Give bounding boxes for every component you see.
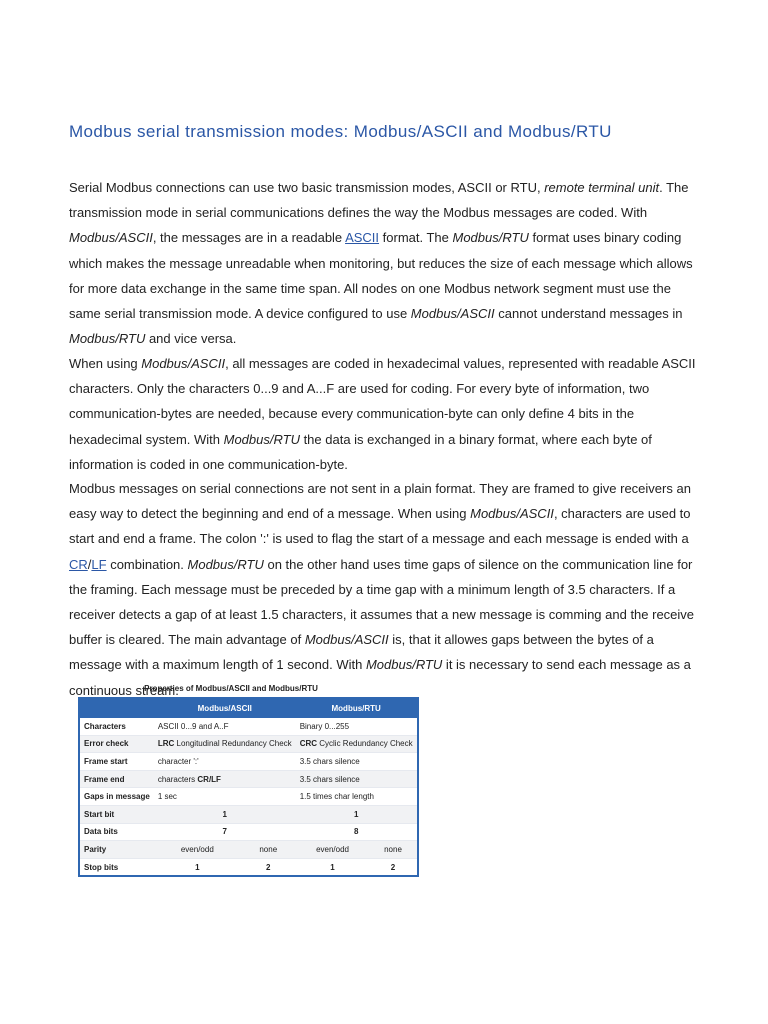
text: format uses binary coding which makes the message unreadable when monitoring, but reduces the size of each message which allows for more data exchange in the same time span. All nodes on one Modbus network segment must use the same serial transmission mode. A device configured to use (69, 230, 693, 322)
emphasis: Modbus/ASCII (410, 306, 495, 322)
table-row (79, 841, 418, 859)
paragraph-ascii-coding (69, 351, 701, 477)
cell-rtu: Binary 0...255 (296, 718, 418, 735)
page-title: Modbus serial transmission modes: Modbus/ASCII and Modbus/RTU (69, 122, 612, 141)
cell-rtu (296, 735, 418, 753)
cell-ascii (154, 735, 296, 753)
cell-bold: CR/LF (197, 774, 221, 784)
cell-rtu: 3.5 chars silence (296, 753, 418, 771)
emphasis: Modbus/ASCII (304, 632, 389, 648)
cell-bold: LRC (157, 739, 175, 749)
row-label: Gaps in message (79, 788, 154, 806)
cell-rtu-b: 2 (369, 858, 417, 876)
text: combination. (106, 556, 188, 572)
cell-rtu-a: 1 (296, 858, 370, 876)
paragraph-transmission-modes (69, 175, 701, 351)
row-label: Data bits (79, 823, 154, 841)
emphasis: Modbus/ASCII (69, 230, 153, 246)
table-caption: Properties of Modbus/ASCII and Modbus/RTU (144, 684, 318, 693)
cell-ascii-a: 1 (154, 858, 241, 876)
text: , characters are used to start and end a frame. The colon ':' is used to flag the start of a message and each message is ended with a (69, 506, 691, 547)
emphasis: Modbus/ASCII (470, 506, 554, 522)
text: it is necessary to send each message as a continuous stream. (69, 657, 691, 698)
row-label: Error check (79, 735, 154, 753)
emphasis: Modbus/RTU (365, 657, 443, 673)
text: , all messages are coded in hexadecimal values, represented with readable ASCII characters. Only the characters 0...9 and A...F are used for coding. For every byte of information, two communication-bytes are needed, because every communication-byte can only define 4 bits in the hexadecimal system. With (69, 356, 696, 447)
table-row (79, 788, 418, 806)
cell-ascii: 1 (154, 805, 296, 823)
cell-text: characters (157, 774, 198, 784)
text: and vice versa. (145, 331, 237, 347)
cell-ascii-b: none (241, 841, 296, 859)
cell-bold: CRC (299, 739, 318, 749)
cell-rtu: 8 (296, 823, 418, 841)
row-label: Parity (79, 841, 154, 859)
text: cannot understand messages in (494, 306, 683, 322)
row-label: Frame start (79, 753, 154, 771)
header-modbus-ascii: Modbus/ASCII (154, 698, 296, 718)
lf-link[interactable]: LF (91, 556, 107, 572)
text: Modbus messages on serial connections are not sent in a plain format. They are framed to give receivers an easy way to detect the beginning and end of a message. When using (69, 481, 691, 522)
cell-text: Cyclic Redundancy Check (317, 739, 413, 749)
table-header-row (79, 698, 418, 718)
cell-text: Longitudinal Redundancy Check (174, 739, 292, 749)
text: Serial Modbus connections can use two basic transmission modes, ASCII or RTU, (69, 180, 545, 195)
cell-ascii-a: even/odd (154, 841, 241, 859)
table-row (79, 753, 418, 771)
table-row (79, 858, 418, 876)
table-row (79, 718, 418, 735)
cell-ascii (154, 770, 296, 788)
emphasis: Modbus/RTU (69, 331, 146, 347)
text: the data is exchanged in a binary format, where each byte of information is coded in one communication-byte. (69, 431, 652, 472)
cell-ascii: 1 sec (154, 788, 296, 806)
ascii-link[interactable]: ASCII (345, 230, 380, 246)
emphasis: Modbus/ASCII (141, 356, 226, 371)
row-label: Stop bits (79, 858, 154, 876)
properties-table (78, 697, 419, 877)
table-row (79, 735, 418, 753)
cr-link[interactable]: CR (69, 556, 88, 572)
emphasis: Modbus/RTU (223, 431, 300, 447)
header-modbus-rtu: Modbus/RTU (296, 698, 418, 718)
cell-rtu: 3.5 chars silence (296, 770, 418, 788)
row-label: Start bit (79, 805, 154, 823)
table-row (79, 823, 418, 841)
row-label: Frame end (79, 770, 154, 788)
text: When using (69, 356, 142, 371)
cell-ascii: ASCII 0...9 and A..F (154, 718, 296, 735)
row-label: Characters (79, 718, 154, 735)
text: , the messages are in a readable (152, 230, 346, 246)
emphasis: remote terminal unit (544, 180, 660, 195)
text: on the other hand uses time gaps of silence on the communication line for the framing. Each message must be preceded by a time gap with a minimum length of 3.5 characters. If a receiver detects a gap of at least 1.5 characters, it assumes that a new message is comming and the receive buffer is cleared. The main advantage of (69, 556, 695, 648)
table-row (79, 805, 418, 823)
table-row (79, 770, 418, 788)
properties-table-figure (78, 684, 413, 877)
emphasis: Modbus/RTU (187, 556, 264, 572)
cell-rtu: 1.5 times char length (296, 788, 418, 806)
cell-rtu-a: even/odd (296, 841, 370, 859)
paragraph-framing (69, 476, 701, 703)
header-corner (79, 698, 154, 718)
text: / (87, 556, 92, 572)
cell-ascii: character ':' (154, 753, 296, 771)
emphasis: Modbus/RTU (452, 230, 529, 246)
text: format. The (379, 230, 453, 246)
text: is, that it allowes gaps between the bytes of a message with a maximum length of 1 second. With (69, 632, 654, 673)
text: . The transmission mode in serial communications defines the way the Modbus messages are coded. With (69, 180, 689, 221)
cell-ascii-b: 2 (241, 858, 296, 876)
cell-rtu: 1 (296, 805, 418, 823)
cell-rtu-b: none (369, 841, 417, 859)
cell-ascii: 7 (154, 823, 296, 841)
